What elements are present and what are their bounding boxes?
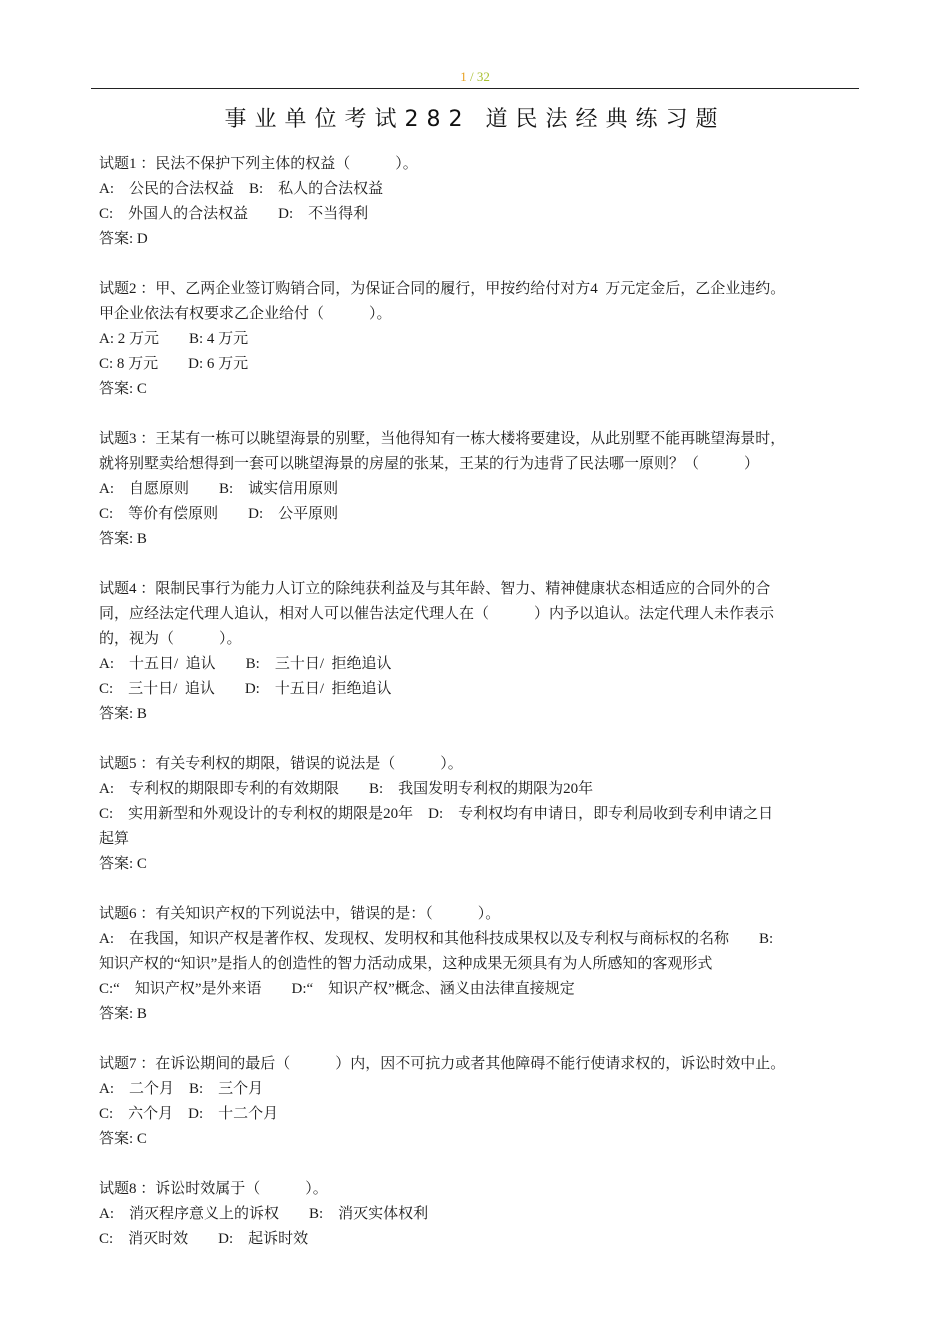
question-1 xyxy=(99,152,869,252)
question-7 xyxy=(99,1052,869,1152)
question-options: C: 等价有偿原则 D: 公平原则 xyxy=(99,506,339,522)
question-answer: 答案: C xyxy=(99,856,147,872)
page-total: 32 xyxy=(476,69,490,84)
page-current: 1 xyxy=(460,69,467,84)
document-title: 事业单位考试282 道民法经典练习题 xyxy=(224,107,726,132)
question-stem: 试题8 ：诉讼时效属于（ ）。 xyxy=(99,1181,328,1197)
question-stem: 同，应经法定代理人追认，相对人可以催告法定代理人在（ ）内予以追认。法定代理人未作表示 xyxy=(99,606,775,622)
question-4 xyxy=(99,577,869,727)
question-answer: 答案: B xyxy=(99,1006,147,1022)
question-options: A: 消灭程序意义上的诉权 B: 消灭实体权利 xyxy=(99,1206,429,1222)
question-answer: 答案: B xyxy=(99,706,147,722)
question-8 xyxy=(99,1177,869,1252)
question-stem: 甲企业依法有权要求乙企业给付（ ）。 xyxy=(99,306,392,322)
question-options: 知识产权的“知识”是指人的创造性的智力活动成果，这种成果无须具有为人所感知的客观形式 xyxy=(99,956,713,972)
question-options: 起算 xyxy=(99,831,130,847)
question-answer: 答案: B xyxy=(99,531,147,547)
page-indicator xyxy=(0,69,950,85)
question-stem: 试题7 ：在诉讼期间的最后（ ）内，因不可抗力或者其他障碍不能行使请求权的，诉讼时效中止。 xyxy=(99,1056,786,1072)
question-options: C: 消灭时效 D: 起诉时效 xyxy=(99,1231,309,1247)
question-6 xyxy=(99,902,869,1027)
question-options: C: 六个月 D: 十二个月 xyxy=(99,1106,279,1122)
question-answer: 答案: C xyxy=(99,1131,147,1147)
question-options: A: 2 万元 B: 4 万元 xyxy=(99,331,249,347)
question-list xyxy=(99,152,869,1277)
page-separator: / xyxy=(466,69,477,84)
question-stem: 试题6 ：有关知识产权的下列说法中，错误的是：（ ）。 xyxy=(99,906,501,922)
question-options: A: 在我国，知识产权是著作权、发现权、发明权和其他科技成果权以及专利权与商标权的名称 B: xyxy=(99,931,774,947)
question-options: C: 8 万元 D: 6 万元 xyxy=(99,356,249,372)
question-stem: 试题2 ：甲、乙两企业签订购销合同，为保证合同的履行，甲按约给付对方4 万元定金后，乙企业违约。 xyxy=(99,281,786,297)
question-stem: 试题3 ：王某有一栋可以眺望海景的别墅，当他得知有一栋大楼将要建设，从此别墅不能再眺望海景时， xyxy=(99,431,786,447)
question-options: A: 自愿原则 B: 诚实信用原则 xyxy=(99,481,339,497)
question-2 xyxy=(99,277,869,402)
question-options: A: 公民的合法权益 B: 私人的合法权益 xyxy=(99,181,384,197)
question-5 xyxy=(99,752,869,877)
question-options: C: 外国人的合法权益 D: 不当得利 xyxy=(99,206,369,222)
question-stem: 试题5 ：有关专利权的期限，错误的说法是（ ）。 xyxy=(99,756,463,772)
question-options: C: 三十日/ 追认 D: 十五日/ 拒绝追认 xyxy=(99,681,392,697)
question-stem: 的，视为（ ）。 xyxy=(99,631,242,647)
question-3 xyxy=(99,427,869,552)
question-options: C: 实用新型和外观设计的专利权的期限是20年 D: 专利权均有申请日，即专利局收到专利申请之日 xyxy=(99,806,774,822)
question-stem: 就将别墅卖给想得到一套可以眺望海景的房屋的张某，王某的行为违背了民法哪一原则？（ ） xyxy=(99,456,760,472)
question-options: C:“ 知识产权”是外来语 D:“ 知识产权”概念、涵义由法律直接规定 xyxy=(99,981,575,997)
question-answer: 答案: C xyxy=(99,381,147,397)
question-stem: 试题1 ：民法不保护下列主体的权益（ ）。 xyxy=(99,156,418,172)
question-options: A: 二个月 B: 三个月 xyxy=(99,1081,264,1097)
header-divider xyxy=(91,88,859,89)
question-stem: 试题4 ：限制民事行为能力人订立的除纯获利益及与其年龄、智力、精神健康状态相适应的合同外的合 xyxy=(99,581,771,597)
question-options: A: 十五日/ 追认 B: 三十日/ 拒绝追认 xyxy=(99,656,392,672)
question-answer: 答案: D xyxy=(99,231,148,247)
question-options: A: 专利权的期限即专利的有效期限 B: 我国发明专利权的期限为20年 xyxy=(99,781,594,797)
